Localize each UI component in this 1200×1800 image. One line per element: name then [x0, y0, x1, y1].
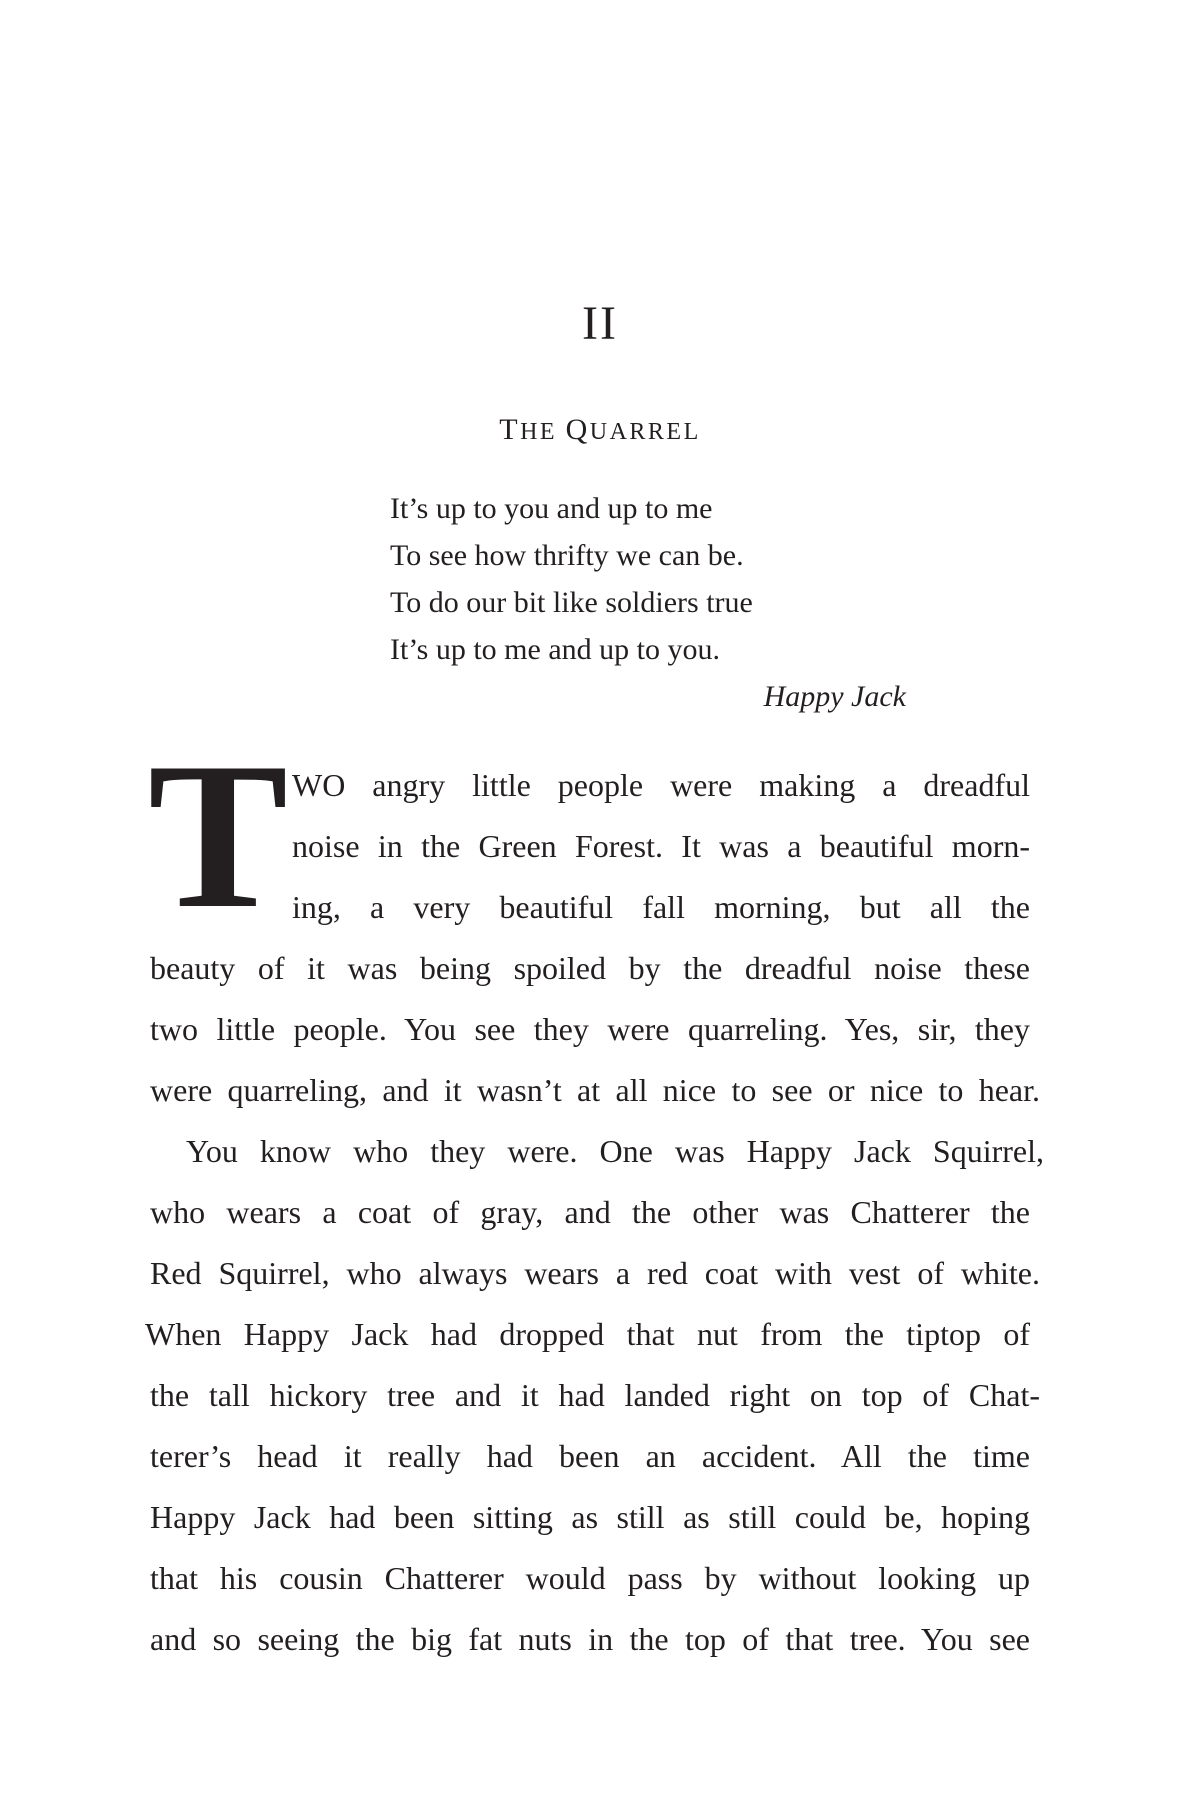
body-text-line: who wears a coat of gray, and the other was Chatterer the — [150, 1194, 1030, 1230]
body-text-line: Happy Jack had been sitting as still as still could be, hoping — [150, 1499, 1030, 1535]
body-text-line: two little people. You see they were quarreling. Yes, sir, they — [150, 1011, 1030, 1047]
body-text-line: noise in the Green Forest. It was a beautiful morn- — [292, 828, 1030, 864]
body-text-line: ing, a very beautiful fall morning, but all the — [292, 889, 1030, 925]
body-text-line: were quarreling, and it wasn’t at all nice to see or nice to hear. — [150, 1072, 1040, 1108]
chapter-title-rest-2: UARREL — [589, 419, 701, 445]
chapter-number: II — [582, 297, 618, 350]
verse-line: It’s up to you and up to me — [390, 492, 713, 525]
drop-cap: T — [148, 720, 289, 952]
verse-line: To see how thrifty we can be. — [390, 539, 744, 572]
body-text-line: You know who they were. One was Happy Jack Squirrel, — [186, 1133, 1044, 1169]
body-text-line: terer’s head it really had been an accident. All the time — [150, 1438, 1030, 1474]
chapter-title-initial-1: T — [499, 413, 521, 446]
body-text-line: Red Squirrel, who always wears a red coat with vest of white. — [150, 1255, 1040, 1291]
body-text-line: When Happy Jack had dropped that nut from the tiptop of — [145, 1316, 1030, 1352]
verse-line: To do our bit like soldiers true — [390, 586, 753, 619]
body-text-line: WO angry little people were making a dreadful — [292, 767, 1030, 803]
chapter-title — [0, 415, 1200, 445]
chapter-title-initial-2: Q — [565, 413, 590, 446]
body-text-line: beauty of it was being spoiled by the dreadful noise these — [150, 950, 1030, 986]
body-text-line: and so seeing the big fat nuts in the top of that tree. You see — [150, 1621, 1030, 1657]
chapter-title-rest-1: HE — [520, 419, 566, 445]
body-text-line: that his cousin Chatterer would pass by without looking up — [150, 1560, 1030, 1596]
epigraph-verse — [390, 485, 950, 673]
body-text-line: the tall hickory tree and it had landed right on top of Chat- — [150, 1377, 1040, 1413]
verse-line: It’s up to me and up to you. — [390, 633, 720, 666]
verse-attribution: Happy Jack — [763, 680, 906, 713]
